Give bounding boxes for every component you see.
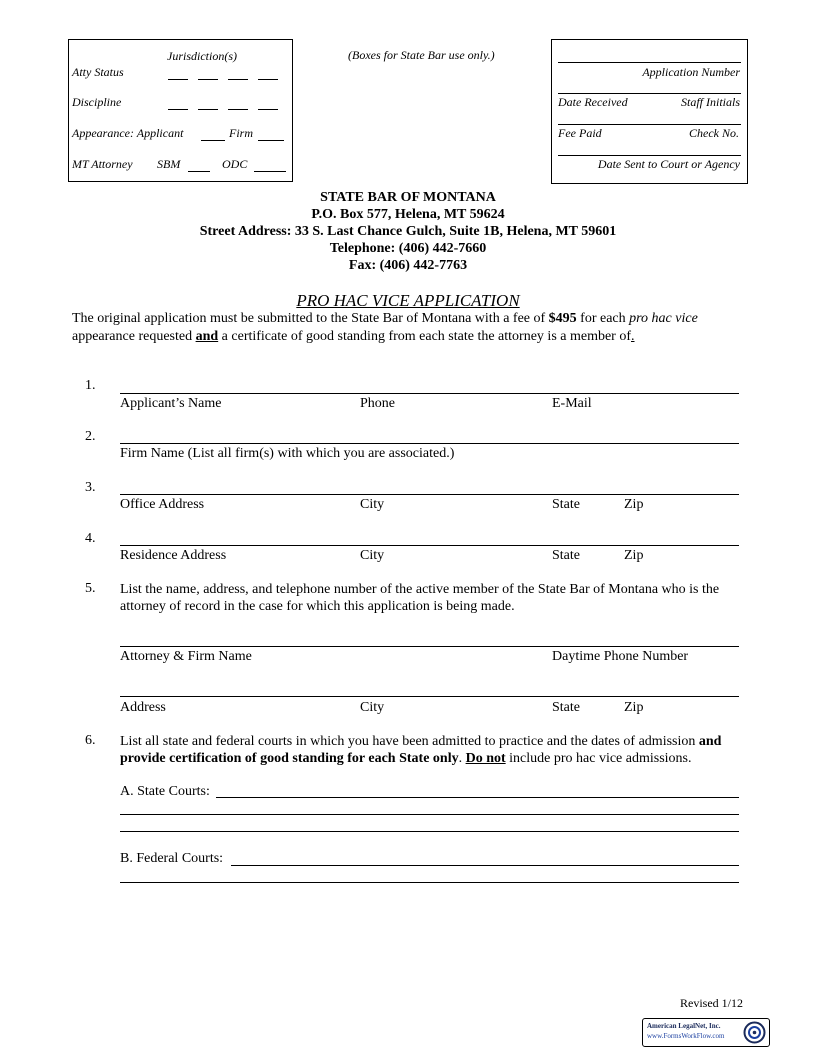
item-4-number: 4. xyxy=(85,531,96,546)
date-received-line[interactable] xyxy=(558,93,741,94)
appearance-firm-blank[interactable] xyxy=(258,140,284,141)
applicant-info-field[interactable] xyxy=(120,393,739,394)
jurisdiction-box xyxy=(68,39,293,182)
item-5-number: 5. xyxy=(85,581,96,596)
q6-part1: List all state and federal courts in which you have been admitted to practice and the dates of admission xyxy=(120,734,699,749)
fee-paid-label: Fee Paid xyxy=(558,126,602,140)
office-use-box xyxy=(551,39,748,184)
intro-paragraph xyxy=(72,310,762,346)
residence-address-label: Residence Address xyxy=(120,548,227,563)
q6-part2: . xyxy=(458,751,466,766)
discipline-blank-2[interactable] xyxy=(198,109,218,110)
office-city-label: City xyxy=(360,497,385,512)
appearance-applicant-blank[interactable] xyxy=(201,140,225,141)
intro-phv: pro hac vice xyxy=(629,311,698,326)
mt-attorney-label: MT Attorney xyxy=(72,157,133,171)
intro-part2: for each xyxy=(576,311,630,326)
attorney-firm-field[interactable] xyxy=(120,646,739,647)
jurisdictions-label: Jurisdiction(s) xyxy=(167,49,237,63)
state-bar-use-note: (Boxes for State Bar use only.) xyxy=(348,48,495,62)
application-number-line[interactable] xyxy=(558,62,741,63)
fee-paid-line[interactable] xyxy=(558,124,741,125)
federal-courts-label: B. Federal Courts: xyxy=(120,851,224,866)
firm-name-field[interactable] xyxy=(120,443,739,444)
q6-bold: and provide certification of good standing for each State only xyxy=(120,734,722,766)
revised-date: Revised 1/12 xyxy=(680,996,743,1010)
federal-courts-field-2[interactable] xyxy=(120,882,739,883)
office-state-label: State xyxy=(552,497,580,512)
po-box: P.O. Box 577, Helena, MT 59624 xyxy=(311,207,505,222)
q6-text xyxy=(120,733,750,767)
fee-amount: $495 xyxy=(548,311,577,326)
state-courts-label: A. State Courts: xyxy=(120,784,210,799)
discipline-blank-4[interactable] xyxy=(258,109,278,110)
applicant-name-label: Applicant’s Name xyxy=(120,396,222,411)
q6-part3: include pro hac vice admissions. xyxy=(505,751,692,766)
firm-name-label: Firm Name (List all firm(s) with which you are associated.) xyxy=(120,446,455,461)
attorney-city-label: City xyxy=(360,700,385,715)
attorney-firm-label: Attorney & Firm Name xyxy=(120,649,252,664)
fax: Fax: (406) 442-7763 xyxy=(348,258,468,273)
sbm-label: SBM xyxy=(157,157,181,171)
office-address-label: Office Address xyxy=(120,497,205,512)
discipline-blank-3[interactable] xyxy=(228,109,248,110)
org-name: STATE BAR OF MONTANA xyxy=(320,190,496,205)
federal-courts-field-1[interactable] xyxy=(231,865,739,866)
q5-text: List the name, address, and telephone number of the active member of the State Bar of Montana who is the attorney of record in the case for which this application is being made. xyxy=(120,582,720,614)
residence-city-label: City xyxy=(360,548,385,563)
date-received-label: Date Received xyxy=(558,95,628,109)
item-2-number: 2. xyxy=(85,429,96,444)
item-6-number: 6. xyxy=(85,733,96,748)
residence-state-label: State xyxy=(552,548,580,563)
state-courts-field-1[interactable] xyxy=(216,797,739,798)
logo-company-name: American LegalNet, Inc. xyxy=(647,1022,721,1030)
state-courts-field-3[interactable] xyxy=(120,831,739,832)
odc-label: ODC xyxy=(222,157,248,171)
residence-address-field[interactable] xyxy=(120,545,739,546)
residence-zip-label: Zip xyxy=(624,548,644,563)
street-address: Street Address: 33 S. Last Chance Gulch, Suite 1B, Helena, MT 59601 xyxy=(199,224,617,239)
attorney-address-label: Address xyxy=(120,700,166,715)
attorney-address-field[interactable] xyxy=(120,696,739,697)
sbm-blank[interactable] xyxy=(188,171,210,172)
date-sent-line[interactable] xyxy=(558,155,741,156)
office-address-field[interactable] xyxy=(120,494,739,495)
intro-part1: The original application must be submitted to the State Bar of Montana with a fee of xyxy=(72,311,549,326)
atty-status-blank-1[interactable] xyxy=(168,79,188,80)
phone-label: Phone xyxy=(360,396,395,411)
atty-status-blank-2[interactable] xyxy=(198,79,218,80)
form-title: PRO HAC VICE APPLICATION xyxy=(296,291,520,310)
attorney-zip-label: Zip xyxy=(624,700,644,715)
discipline-label: Discipline xyxy=(72,95,122,109)
atty-status-blank-4[interactable] xyxy=(258,79,278,80)
telephone: Telephone: (406) 442-7660 xyxy=(329,241,487,256)
intro-part3: appearance requested xyxy=(72,329,196,344)
daytime-phone-label: Daytime Phone Number xyxy=(552,649,689,664)
attorney-state-label: State xyxy=(552,700,580,715)
q6-do-not: Do not xyxy=(465,751,506,766)
appearance-label: Appearance: Applicant xyxy=(72,126,184,140)
application-number-label: Application Number xyxy=(642,65,740,79)
discipline-blank-1[interactable] xyxy=(168,109,188,110)
atty-status-label: Atty Status xyxy=(72,65,124,79)
date-sent-label: Date Sent to Court or Agency xyxy=(597,157,740,171)
state-courts-field-2[interactable] xyxy=(120,814,739,815)
intro-part4: a certificate of good standing from each state the attorney is a member of xyxy=(218,329,632,344)
office-zip-label: Zip xyxy=(624,497,644,512)
intro-period: . xyxy=(631,329,635,344)
atty-status-blank-3[interactable] xyxy=(228,79,248,80)
legalnet-logo xyxy=(642,1018,770,1047)
item-1-number: 1. xyxy=(85,378,96,393)
logo-swirl-icon xyxy=(743,1021,766,1044)
logo-url: www.FormsWorkFlow.com xyxy=(647,1032,725,1040)
check-no-label: Check No. xyxy=(689,126,739,140)
firm-label: Firm xyxy=(229,126,253,140)
staff-initials-label: Staff Initials xyxy=(680,95,740,109)
email-label: E-Mail xyxy=(552,396,592,411)
intro-and: and xyxy=(195,329,219,344)
odc-blank[interactable] xyxy=(254,171,286,172)
item-3-number: 3. xyxy=(85,480,96,495)
